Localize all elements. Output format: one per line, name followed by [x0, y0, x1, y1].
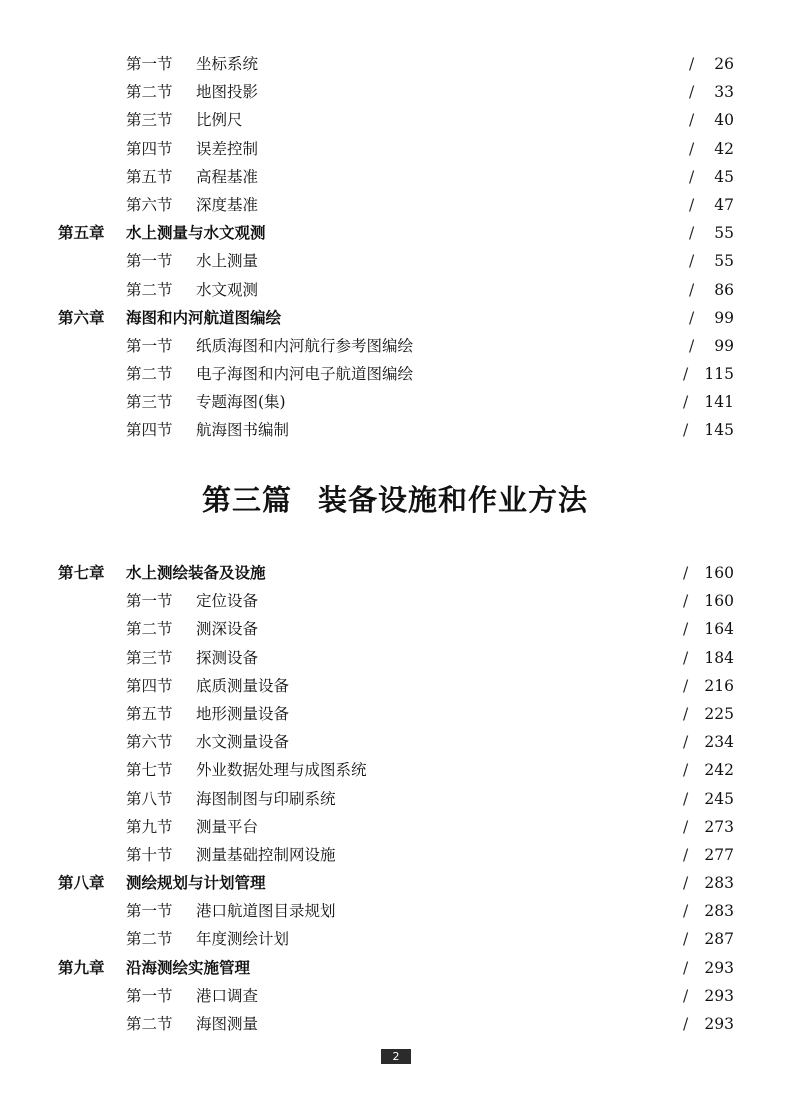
- page-separator: /: [683, 986, 689, 1005]
- page-number: 242: [704, 761, 734, 780]
- page-separator: /: [683, 393, 689, 412]
- page-separator: /: [683, 733, 689, 752]
- page-number-badge: 2: [381, 1049, 411, 1064]
- page-separator: /: [689, 336, 695, 355]
- section-title: 测量基础控制网设施: [196, 845, 336, 864]
- toc-chapter-row[interactable]: [0, 559, 790, 587]
- chapter-title: 测绘规划与计划管理: [126, 874, 266, 893]
- page-number: 145: [704, 421, 734, 440]
- section-title: 测量平台: [196, 817, 259, 836]
- chapter-title: 海图和内河航道图编绘: [126, 308, 282, 327]
- page-number: 283: [704, 874, 734, 893]
- section-number: 第四节: [126, 676, 173, 695]
- section-title: 港口航道图目录规划: [196, 902, 336, 921]
- section-title: 地图投影: [196, 83, 259, 102]
- section-title: 坐标系统: [196, 55, 259, 73]
- page-number: 225: [704, 704, 734, 723]
- page-separator: /: [689, 83, 695, 102]
- page-number: 40: [714, 111, 734, 130]
- page-separator: /: [689, 195, 695, 214]
- page-separator: /: [683, 648, 689, 667]
- page-number: 26: [714, 55, 734, 73]
- section-title: 测深设备: [196, 620, 259, 639]
- section-title: 高程基准: [196, 167, 259, 186]
- toc-section-row[interactable]: [0, 644, 790, 672]
- toc-chapter-row[interactable]: [0, 869, 790, 897]
- section-title: 深度基准: [196, 195, 259, 214]
- toc-section-row[interactable]: [0, 276, 790, 304]
- page-number: 115: [704, 365, 734, 384]
- section-number: 第一节: [126, 336, 173, 355]
- toc-section-row[interactable]: [0, 728, 790, 756]
- chapter-number: 第九章: [58, 958, 105, 977]
- toc-section-row[interactable]: [0, 191, 790, 219]
- toc-section-row[interactable]: [0, 672, 790, 700]
- page-number: 277: [704, 845, 734, 864]
- page-separator: /: [689, 224, 695, 243]
- page-number: 55: [714, 224, 734, 243]
- page-separator: /: [689, 308, 695, 327]
- section-number: 第三节: [126, 393, 173, 412]
- page-separator: /: [683, 592, 689, 611]
- toc-chapter-row[interactable]: [0, 954, 790, 982]
- section-number: 第三节: [126, 648, 173, 667]
- page-separator: /: [683, 421, 689, 440]
- section-number: 第一节: [126, 986, 173, 1005]
- page-number: 99: [714, 308, 734, 327]
- section-number: 第五节: [126, 704, 173, 723]
- page-number: 42: [714, 139, 734, 158]
- toc-section-row[interactable]: [0, 700, 790, 728]
- toc-bottom-list: [0, 559, 790, 1038]
- section-number: 第八节: [126, 789, 173, 808]
- page-number: 45: [714, 167, 734, 186]
- section-number: 第一节: [126, 55, 173, 73]
- section-title: 地形测量设备: [196, 704, 290, 723]
- toc-section-row[interactable]: [0, 78, 790, 106]
- page-separator: /: [689, 252, 695, 271]
- page-separator: /: [683, 930, 689, 949]
- section-title: 港口调查: [196, 986, 259, 1005]
- page-number: 164: [704, 620, 734, 639]
- page-number: 273: [704, 817, 734, 836]
- page-separator: /: [689, 167, 695, 186]
- page-number: 287: [704, 930, 734, 949]
- toc-section-row[interactable]: [0, 785, 790, 813]
- part-heading: [0, 478, 790, 519]
- section-title: 定位设备: [196, 592, 259, 611]
- section-number: 第一节: [126, 252, 173, 271]
- section-number: 第七节: [126, 761, 173, 780]
- toc-section-row[interactable]: [0, 897, 790, 925]
- chapter-title: 水上测量与水文观测: [126, 224, 266, 243]
- page-number: 86: [714, 280, 734, 299]
- toc-section-row[interactable]: [0, 925, 790, 953]
- toc-section-row[interactable]: [0, 247, 790, 275]
- page-number: 33: [714, 83, 734, 102]
- toc-section-row[interactable]: [0, 106, 790, 134]
- page-number: 293: [704, 958, 734, 977]
- page-separator: /: [683, 761, 689, 780]
- page-separator: /: [683, 704, 689, 723]
- page-separator: /: [683, 564, 689, 582]
- section-number: 第五节: [126, 167, 173, 186]
- page-separator: /: [683, 958, 689, 977]
- page-separator: /: [689, 55, 695, 73]
- page-separator: /: [689, 139, 695, 158]
- toc-section-row[interactable]: [0, 813, 790, 841]
- page-separator: /: [689, 280, 695, 299]
- page-separator: /: [683, 676, 689, 695]
- page-number: 184: [704, 648, 734, 667]
- toc-section-row[interactable]: [0, 416, 790, 444]
- page-number: 293: [704, 1015, 734, 1033]
- toc-section-row[interactable]: [0, 332, 790, 360]
- page-number: 160: [704, 592, 734, 611]
- section-number: 第二节: [126, 280, 173, 299]
- page-number: 293: [704, 986, 734, 1005]
- page-number: 141: [704, 393, 734, 412]
- toc-section-row[interactable]: [0, 587, 790, 615]
- page-number: 160: [704, 564, 734, 582]
- page-number: 245: [704, 789, 734, 808]
- toc-section-row[interactable]: [0, 756, 790, 784]
- section-number: 第二节: [126, 83, 173, 102]
- page-number: 234: [704, 733, 734, 752]
- section-number: 第十节: [126, 845, 173, 864]
- toc-top-list: [0, 50, 790, 445]
- chapter-number: 第八章: [58, 874, 105, 893]
- page-number: 99: [714, 336, 734, 355]
- toc-chapter-row[interactable]: [0, 219, 790, 247]
- section-title: 年度测绘计划: [196, 930, 290, 949]
- section-title: 水文观测: [196, 280, 259, 299]
- chapter-title: 水上测绘装备及设施: [126, 564, 266, 582]
- toc-section-row[interactable]: [0, 163, 790, 191]
- section-number: 第二节: [126, 930, 173, 949]
- page-separator: /: [683, 365, 689, 384]
- section-number: 第二节: [126, 365, 173, 384]
- toc-section-row[interactable]: [0, 50, 790, 78]
- page-separator: /: [683, 874, 689, 893]
- section-number: 第三节: [126, 111, 173, 130]
- section-number: 第四节: [126, 421, 173, 440]
- section-number: 第一节: [126, 902, 173, 921]
- page-separator: /: [683, 789, 689, 808]
- chapter-number: 第六章: [58, 308, 105, 327]
- section-title: 海图制图与印刷系统: [196, 789, 336, 808]
- toc-section-row[interactable]: [0, 982, 790, 1010]
- section-title: 海图测量: [196, 1015, 259, 1033]
- section-title: 电子海图和内河电子航道图编绘: [196, 365, 414, 384]
- section-number: 第四节: [126, 139, 173, 158]
- page-separator: /: [683, 1015, 689, 1033]
- section-number: 第二节: [126, 620, 173, 639]
- section-title: 水文测量设备: [196, 733, 290, 752]
- toc-section-row[interactable]: [0, 1010, 790, 1038]
- toc-section-row[interactable]: [0, 135, 790, 163]
- section-title: 专题海图(集): [196, 393, 286, 412]
- section-number: 第九节: [126, 817, 173, 836]
- page-separator: /: [683, 817, 689, 836]
- page-separator: /: [683, 902, 689, 921]
- toc-section-row[interactable]: [0, 360, 790, 388]
- section-title: 底质测量设备: [196, 676, 290, 695]
- page-number: 216: [704, 676, 734, 695]
- part-number: 第三篇: [201, 483, 292, 517]
- section-number: 第六节: [126, 195, 173, 214]
- toc-section-row[interactable]: [0, 841, 790, 869]
- page-separator: /: [683, 620, 689, 639]
- toc-chapter-row[interactable]: [0, 304, 790, 332]
- section-title: 水上测量: [196, 252, 259, 271]
- toc-section-row[interactable]: [0, 388, 790, 416]
- section-title: 探测设备: [196, 648, 259, 667]
- section-number: 第一节: [126, 592, 173, 611]
- chapter-number: 第七章: [58, 564, 105, 582]
- chapter-title: 沿海测绘实施管理: [126, 958, 251, 977]
- section-title: 航海图书编制: [196, 421, 290, 440]
- section-number: 第二节: [126, 1015, 173, 1033]
- section-title: 外业数据处理与成图系统: [196, 761, 367, 780]
- toc-section-row[interactable]: [0, 615, 790, 643]
- chapter-number: 第五章: [58, 224, 105, 243]
- part-title: 装备设施和作业方法: [318, 483, 589, 517]
- page-number: 55: [714, 252, 734, 271]
- page-number: 47: [714, 195, 734, 214]
- page-number: 283: [704, 902, 734, 921]
- section-title: 误差控制: [196, 139, 259, 158]
- section-title: 纸质海图和内河航行参考图编绘: [196, 336, 414, 355]
- section-number: 第六节: [126, 733, 173, 752]
- section-title: 比例尺: [196, 111, 243, 130]
- page-separator: /: [683, 845, 689, 864]
- page-separator: /: [689, 111, 695, 130]
